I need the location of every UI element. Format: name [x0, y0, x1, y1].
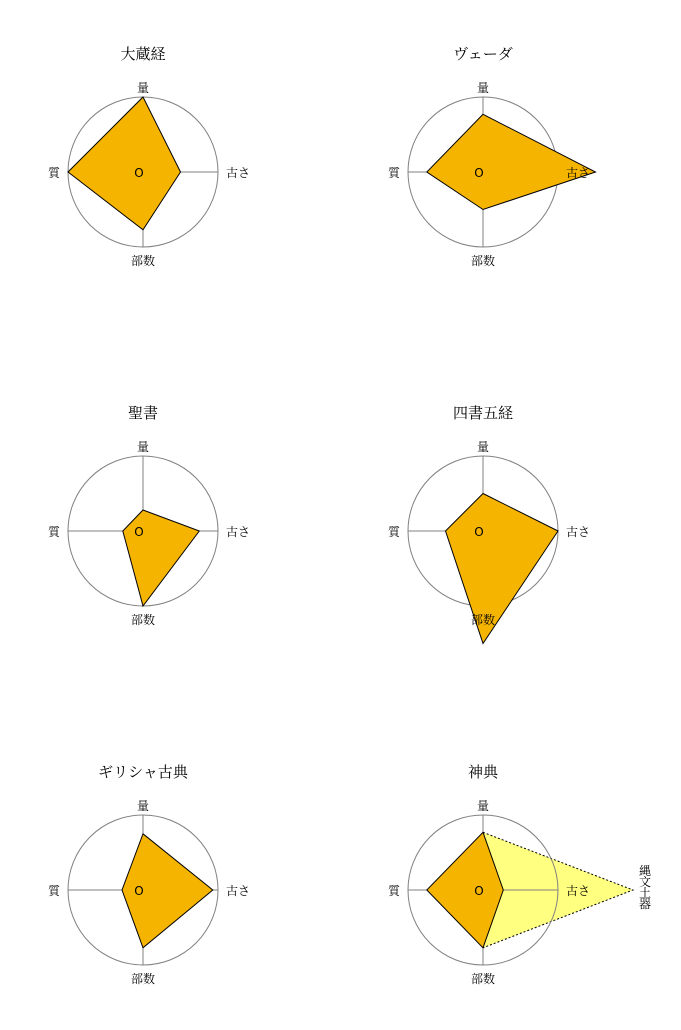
axis-label: 質: [47, 166, 60, 180]
axis-label: 量: [136, 799, 150, 813]
origin-label: O: [474, 884, 484, 898]
chart-title: 四書五経: [452, 404, 514, 422]
series-polygon: [446, 494, 559, 644]
annotation-label: 縄文土器: [638, 864, 652, 911]
axis-label: 量: [476, 799, 490, 813]
origin-label: O: [134, 166, 144, 180]
origin-label: O: [134, 525, 144, 539]
radar-chart-2: [388, 45, 596, 268]
axis-label: 質: [387, 884, 400, 898]
axis-label: 部数: [470, 972, 496, 986]
axis-label: 部数: [470, 613, 496, 627]
series-polygon: [68, 97, 181, 230]
series-polygon: [427, 114, 596, 209]
radar-chart-6: [388, 763, 651, 986]
axis-label: 質: [387, 166, 400, 180]
axis-label: 古さ: [226, 525, 251, 539]
axis-label: 部数: [130, 613, 156, 627]
origin-label: O: [474, 525, 484, 539]
axis-label: 量: [136, 440, 150, 454]
axis-label: 質: [47, 884, 60, 898]
origin-label: O: [474, 166, 484, 180]
axis-label: 部数: [470, 254, 496, 268]
chart-title: 大蔵経: [120, 45, 166, 63]
axis-label: 量: [476, 440, 490, 454]
axis-label: 質: [47, 525, 60, 539]
axis-label: 量: [136, 81, 150, 95]
axis-label: 古さ: [226, 166, 251, 180]
axis-label: 古さ: [566, 884, 591, 898]
axis-label: 古さ: [566, 525, 591, 539]
origin-label: O: [134, 884, 144, 898]
axis-label: 古さ: [566, 166, 591, 180]
chart-title: 聖書: [127, 404, 159, 422]
radar-chart-4: [388, 404, 590, 644]
radar-chart-1: [48, 45, 250, 268]
chart-title: ギリシャ古典: [98, 763, 188, 781]
axis-label: 部数: [130, 254, 156, 268]
axis-label: 質: [387, 525, 400, 539]
radar-chart-5: [48, 763, 250, 986]
radar-chart-3: [48, 404, 250, 627]
axis-label: 部数: [130, 972, 156, 986]
chart-title: 神典: [467, 763, 499, 781]
axis-label: 古さ: [226, 884, 251, 898]
axis-label: 量: [476, 81, 490, 95]
chart-title: ヴェーダ: [453, 45, 513, 63]
